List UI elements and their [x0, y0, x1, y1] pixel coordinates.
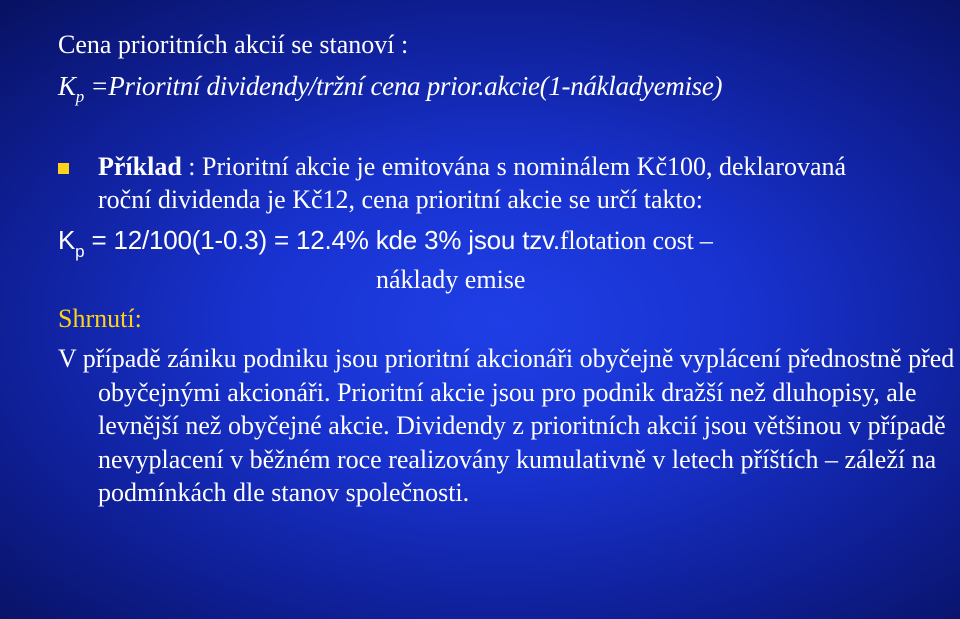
- example-paragraph: [98, 150, 898, 216]
- calculation-line: [58, 225, 713, 262]
- calc-subscript: p: [75, 242, 85, 261]
- costs-label: náklady emise: [376, 265, 526, 294]
- price-formula: [58, 71, 722, 107]
- formula-k: K: [58, 71, 76, 101]
- calc-expression: = 12/100(1-0.3) = 12.4% kde 3% jsou tzv.: [84, 225, 560, 255]
- formula-expression: =Prioritní dividendy/tržní cena prior.akcie(1-nákladyemise): [83, 71, 723, 101]
- summary-paragraph: V případě zániku podniku jsou prioritní akcionáři obyčejně vyplácení přednostně před obyčejnými akcionáři. Prioritní akcie jsou pro podnik dražší než dluhopisy, ale levnější než obyčejné akcie. Dividendy z prioritních akcií jsou většinou v případě nevyplacení v běžném roce realizovány kumulativně v letech příštích – záleží na podmínkách dle stanov společnosti.: [58, 344, 955, 507]
- calc-k: K: [58, 225, 76, 255]
- example-label: Příklad: [98, 152, 182, 181]
- summary-heading: Shrnutí:: [58, 304, 142, 333]
- formula-subscript: p: [75, 87, 84, 106]
- square-bullet-icon: [58, 163, 69, 174]
- example-text: : Prioritní akcie je emitována s nominálem Kč100, deklarovaná roční dividenda je Kč12, cena prioritní akcie se určí takto:: [98, 152, 847, 214]
- intro-line: Cena prioritních akcií se stanoví :: [58, 30, 409, 59]
- calc-tail: flotation cost –: [559, 226, 713, 255]
